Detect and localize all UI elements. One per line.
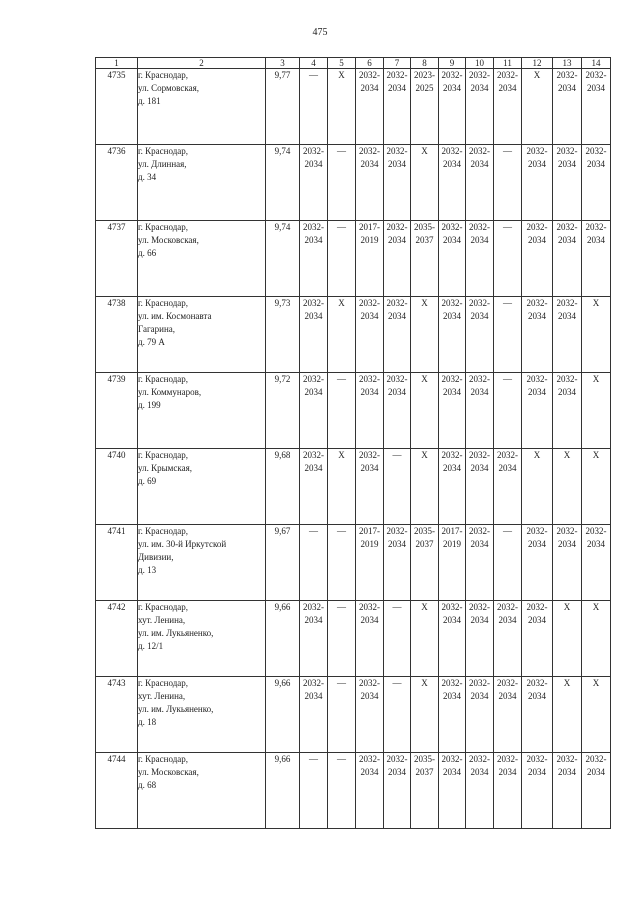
col-11-value: 2032- 2034 xyxy=(494,69,522,145)
col-4-value: 2032- 2034 xyxy=(300,221,328,297)
col-6-value: 2032- 2034 xyxy=(356,373,384,449)
col-8-value: X xyxy=(411,601,439,677)
col-6-value: 2032- 2034 xyxy=(356,297,384,373)
col-12-value: 2032- 2034 xyxy=(522,373,553,449)
row-number: 4741 xyxy=(96,525,138,601)
address: г. Краснодар, ул. Крымская, д. 69 xyxy=(138,449,266,525)
table-row xyxy=(96,145,611,221)
col-5-value: — xyxy=(328,221,356,297)
col-10-value: 2032- 2034 xyxy=(466,525,494,601)
col-10-value: 2032- 2034 xyxy=(466,69,494,145)
col-14-value: X xyxy=(582,601,611,677)
header-cell: 4 xyxy=(300,58,328,69)
col-13-value: X xyxy=(553,677,582,753)
col-6-value: 2017- 2019 xyxy=(356,525,384,601)
row-number: 4737 xyxy=(96,221,138,297)
col-13-value: 2032- 2034 xyxy=(553,145,582,221)
col-8-value: 2035- 2037 xyxy=(411,525,439,601)
col-6-value: 2032- 2034 xyxy=(356,601,384,677)
col-12-value: 2032- 2034 xyxy=(522,221,553,297)
col-11-value: 2032- 2034 xyxy=(494,753,522,829)
col-5-value: X xyxy=(328,69,356,145)
col-4-value: — xyxy=(300,69,328,145)
row-number: 4743 xyxy=(96,677,138,753)
table-row xyxy=(96,601,611,677)
rating-value: 9,73 xyxy=(266,297,300,373)
col-14-value: X xyxy=(582,677,611,753)
rating-value: 9,67 xyxy=(266,525,300,601)
header-cell: 12 xyxy=(522,58,553,69)
col-12-value: 2032- 2034 xyxy=(522,145,553,221)
row-number: 4742 xyxy=(96,601,138,677)
col-12-value: 2032- 2034 xyxy=(522,677,553,753)
table-row xyxy=(96,677,611,753)
rating-value: 9,74 xyxy=(266,145,300,221)
col-4-value: 2032- 2034 xyxy=(300,145,328,221)
col-9-value: 2032- 2034 xyxy=(439,221,466,297)
register-table xyxy=(95,57,611,829)
col-9-value: 2032- 2034 xyxy=(439,69,466,145)
col-11-value: — xyxy=(494,525,522,601)
col-8-value: 2023- 2025 xyxy=(411,69,439,145)
address: г. Краснодар, ул. им. 30-й Иркутской Дивизии, д. 13 xyxy=(138,525,266,601)
header-cell: 1 xyxy=(96,58,138,69)
col-9-value: 2032- 2034 xyxy=(439,297,466,373)
header-cell: 5 xyxy=(328,58,356,69)
col-4-value: 2032- 2034 xyxy=(300,677,328,753)
col-8-value: X xyxy=(411,677,439,753)
address: г. Краснодар, ул. Коммунаров, д. 199 xyxy=(138,373,266,449)
col-11-value: 2032- 2034 xyxy=(494,601,522,677)
col-13-value: 2032- 2034 xyxy=(553,373,582,449)
col-13-value: 2032- 2034 xyxy=(553,753,582,829)
rating-value: 9,77 xyxy=(266,69,300,145)
header-cell: 7 xyxy=(384,58,411,69)
col-9-value: 2032- 2034 xyxy=(439,145,466,221)
address: г. Краснодар, ул. им. Космонавта Гагарина, д. 79 А xyxy=(138,297,266,373)
col-4-value: — xyxy=(300,525,328,601)
col-8-value: X xyxy=(411,449,439,525)
header-cell: 13 xyxy=(553,58,582,69)
col-13-value: 2032- 2034 xyxy=(553,221,582,297)
header-cell: 11 xyxy=(494,58,522,69)
col-10-value: 2032- 2034 xyxy=(466,297,494,373)
col-14-value: 2032- 2034 xyxy=(582,69,611,145)
address: г. Краснодар, ул. Московская, д. 66 xyxy=(138,221,266,297)
col-6-value: 2032- 2034 xyxy=(356,145,384,221)
col-11-value: — xyxy=(494,297,522,373)
col-4-value: 2032- 2034 xyxy=(300,449,328,525)
row-number: 4740 xyxy=(96,449,138,525)
col-7-value: — xyxy=(384,677,411,753)
header-cell: 9 xyxy=(439,58,466,69)
col-9-value: 2032- 2034 xyxy=(439,753,466,829)
address: г. Краснодар, ул. Длинная, д. 34 xyxy=(138,145,266,221)
col-7-value: 2032- 2034 xyxy=(384,373,411,449)
row-number: 4736 xyxy=(96,145,138,221)
row-number: 4739 xyxy=(96,373,138,449)
col-5-value: — xyxy=(328,525,356,601)
col-13-value: 2032- 2034 xyxy=(553,69,582,145)
col-8-value: X xyxy=(411,145,439,221)
col-10-value: 2032- 2034 xyxy=(466,373,494,449)
col-12-value: 2032- 2034 xyxy=(522,753,553,829)
col-7-value: 2032- 2034 xyxy=(384,69,411,145)
col-4-value: 2032- 2034 xyxy=(300,297,328,373)
header-cell: 14 xyxy=(582,58,611,69)
col-5-value: — xyxy=(328,145,356,221)
row-number: 4738 xyxy=(96,297,138,373)
col-7-value: 2032- 2034 xyxy=(384,753,411,829)
address: г. Краснодар, ул. Московская, д. 68 xyxy=(138,753,266,829)
col-10-value: 2032- 2034 xyxy=(466,145,494,221)
col-10-value: 2032- 2034 xyxy=(466,601,494,677)
col-7-value: 2032- 2034 xyxy=(384,297,411,373)
col-12-value: X xyxy=(522,449,553,525)
col-13-value: 2032- 2034 xyxy=(553,525,582,601)
table-row xyxy=(96,373,611,449)
col-12-value: X xyxy=(522,69,553,145)
col-14-value: X xyxy=(582,449,611,525)
table-row xyxy=(96,297,611,373)
col-5-value: — xyxy=(328,753,356,829)
row-number: 4744 xyxy=(96,753,138,829)
col-13-value: 2032- 2034 xyxy=(553,297,582,373)
col-11-value: 2032- 2034 xyxy=(494,449,522,525)
col-4-value: — xyxy=(300,753,328,829)
col-6-value: 2017- 2019 xyxy=(356,221,384,297)
col-12-value: 2032- 2034 xyxy=(522,297,553,373)
address: г. Краснодар, хут. Ленина, ул. им. Лукьяненко, д. 12/1 xyxy=(138,601,266,677)
col-11-value: 2032- 2034 xyxy=(494,677,522,753)
col-13-value: X xyxy=(553,601,582,677)
table-row xyxy=(96,69,611,145)
rating-value: 9,68 xyxy=(266,449,300,525)
col-5-value: — xyxy=(328,373,356,449)
col-10-value: 2032- 2034 xyxy=(466,449,494,525)
col-9-value: 2032- 2034 xyxy=(439,677,466,753)
rating-value: 9,66 xyxy=(266,677,300,753)
address: г. Краснодар, хут. Ленина, ул. им. Лукьяненко, д. 18 xyxy=(138,677,266,753)
rating-value: 9,66 xyxy=(266,601,300,677)
header-cell: 3 xyxy=(266,58,300,69)
col-14-value: 2032- 2034 xyxy=(582,525,611,601)
address: г. Краснодар, ул. Сормовская, д. 181 xyxy=(138,69,266,145)
col-8-value: X xyxy=(411,373,439,449)
rating-value: 9,74 xyxy=(266,221,300,297)
col-14-value: X xyxy=(582,297,611,373)
col-7-value: — xyxy=(384,601,411,677)
col-5-value: X xyxy=(328,297,356,373)
col-8-value: 2035- 2037 xyxy=(411,753,439,829)
col-5-value: — xyxy=(328,601,356,677)
rating-value: 9,72 xyxy=(266,373,300,449)
row-number: 4735 xyxy=(96,69,138,145)
col-10-value: 2032- 2034 xyxy=(466,221,494,297)
col-4-value: 2032- 2034 xyxy=(300,601,328,677)
header-cell: 6 xyxy=(356,58,384,69)
table-row xyxy=(96,449,611,525)
col-14-value: 2032- 2034 xyxy=(582,753,611,829)
col-11-value: — xyxy=(494,221,522,297)
col-6-value: 2032- 2034 xyxy=(356,753,384,829)
col-6-value: 2032- 2034 xyxy=(356,69,384,145)
table-row xyxy=(96,525,611,601)
col-14-value: X xyxy=(582,373,611,449)
col-7-value: 2032- 2034 xyxy=(384,145,411,221)
col-4-value: 2032- 2034 xyxy=(300,373,328,449)
col-10-value: 2032- 2034 xyxy=(466,753,494,829)
table-row xyxy=(96,221,611,297)
col-8-value: X xyxy=(411,297,439,373)
header-cell: 10 xyxy=(466,58,494,69)
col-11-value: — xyxy=(494,373,522,449)
header-cell: 2 xyxy=(138,58,266,69)
col-5-value: X xyxy=(328,449,356,525)
col-6-value: 2032- 2034 xyxy=(356,677,384,753)
col-12-value: 2032- 2034 xyxy=(522,601,553,677)
rating-value: 9,66 xyxy=(266,753,300,829)
col-8-value: 2035- 2037 xyxy=(411,221,439,297)
col-12-value: 2032- 2034 xyxy=(522,525,553,601)
col-14-value: 2032- 2034 xyxy=(582,221,611,297)
col-13-value: X xyxy=(553,449,582,525)
col-9-value: 2032- 2034 xyxy=(439,373,466,449)
col-7-value: 2032- 2034 xyxy=(384,525,411,601)
column-number-header xyxy=(96,58,611,69)
col-7-value: — xyxy=(384,449,411,525)
table-row xyxy=(96,753,611,829)
col-5-value: — xyxy=(328,677,356,753)
col-6-value: 2032- 2034 xyxy=(356,449,384,525)
col-10-value: 2032- 2034 xyxy=(466,677,494,753)
col-14-value: 2032- 2034 xyxy=(582,145,611,221)
header-cell: 8 xyxy=(411,58,439,69)
col-7-value: 2032- 2034 xyxy=(384,221,411,297)
col-9-value: 2032- 2034 xyxy=(439,601,466,677)
col-11-value: — xyxy=(494,145,522,221)
page-number: 475 xyxy=(312,27,328,38)
col-9-value: 2032- 2034 xyxy=(439,449,466,525)
col-9-value: 2017- 2019 xyxy=(439,525,466,601)
